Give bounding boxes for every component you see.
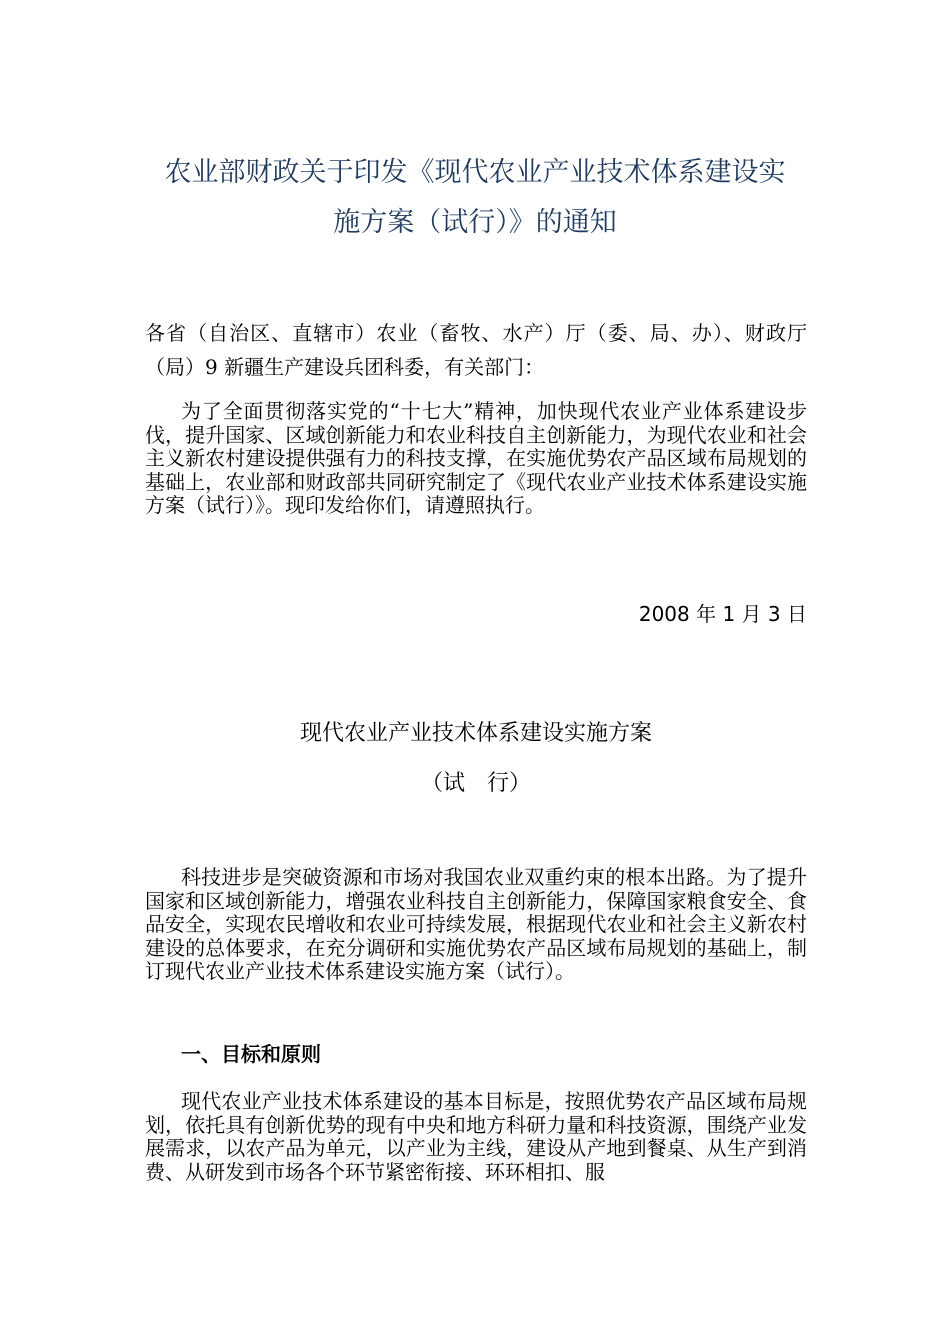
plan-intro-paragraph: 科技进步是突破资源和市场对我国农业双重约束的根本出路。为了提升国家和区域创新能力，增强农业科技自主创新能力，保障国家粮食安全、食品安全，实现农民增收和农业可持续发展，根据现代农业和社会主义新农村建设的总体要求，在充分调研和实施优势农产品区域布局规划的基础上，制订现代农业产业技术体系建设实施方案（试行）。 <box>145 865 807 983</box>
goals-paragraph: 现代农业产业技术体系建设的基本目标是，按照优势农产品区域布局规划，依托具有创新优势的现有中央和地方科研力量和科技资源，围绕产业发展需求，以农产品为单元，以产业为主线，建设从产地到餐桌、从生产到消费、从研发到市场各个环节紧密衔接、环环相扣、服 <box>145 1089 807 1184</box>
notice-title-line-2: 施方案（试行）》的通知 <box>333 207 617 238</box>
salutation: 各省（自治区、直辖市）农业（畜牧、水产）厅（委、局、办）、财政厅（局）9 新疆生产建设兵团科委，有关部门： <box>145 321 807 379</box>
issue-date: 2008 年 1 月 3 日 <box>638 602 807 626</box>
plan-title: 现代农业产业技术体系建设实施方案 <box>299 721 652 746</box>
plan-subtitle: （试 行） <box>420 771 531 796</box>
notice-body-paragraph: 为了全面贯彻落实党的“十七大”精神，加快现代农业产业体系建设步伐，提升国家、区域创新能力和农业科技自主创新能力，为现代农业和社会主义新农村建设提供强有力的科技支撑，在实施优势农产品区域布局规划的基础上，农业部和财政部共同研究制定了《现代农业产业技术体系建设实施方案（试行）》。现印发给你们，请遵照执行。 <box>145 399 807 517</box>
notice-title <box>145 148 805 248</box>
section-heading-goals: 一、目标和原则 <box>181 1042 321 1066</box>
notice-title-line-1: 农业部财政关于印发《现代农业产业技术体系建设实 <box>164 157 786 188</box>
